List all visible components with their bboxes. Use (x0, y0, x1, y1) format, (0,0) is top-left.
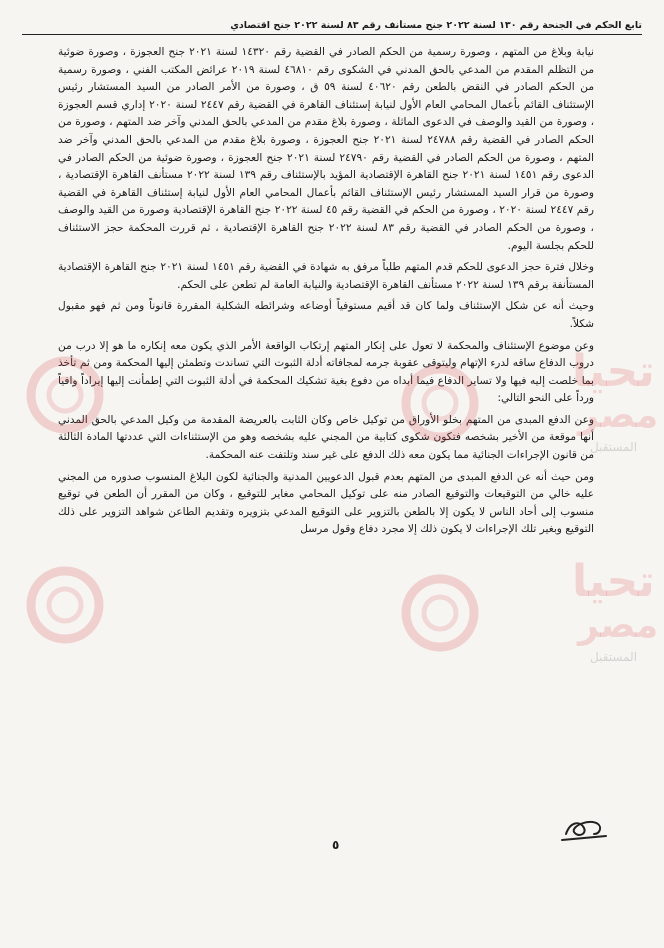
page-header: تابع الحكم في الجنحة رقم ١٣٠ لسنة ٢٠٢٢ جنح مستأنف رقم ٨٣ لسنة ٢٠٢٢ جنح اقتصادي (22, 20, 642, 35)
watermark-subtitle: مصر (578, 395, 659, 436)
watermark-caption: المستقبل (590, 650, 638, 664)
watermark-emblem-icon (395, 568, 505, 658)
paragraph: نيابة وبلاغ من المتهم ، وصورة رسمية من الحكم الصادر في القضية رقم ١٤٣٢٠ لسنة ٢٠٢١ جنح العجوزة ، وصورة ضوئية من التظلم المقدم من المدعي بالحق المدني في الشكوى رقم ٤٦٨١٠ لسنة ٢٠١٩ عرائض المكتب الفني ، وصورة رسمية من الحكم الصادر في النقض بالطعن رقم ٤٠٦٢٠ لسنة ٥٩ ق ، وصورة من الأمر الصادر من السيد المستشار رئيس الإستئناف القائم بأعمال المحامي العام الأول لنيابة إستئناف القاهرة في القضية رقم ٢٤٤٧ لسنة ٢٠٢٠ إداري قسم العجوزة ، وصورة من القيد والوصف في الدعوى الماثلة ، وصورة بلاغ مقدم من المدعي بالحق المدني وآخر ضد المتهم ، وصورة من الحكم الصادر في القضية رقم ٢٤٧٨٨ لسنة ٢٠٢١ جنح العجوزة ، وصورة بلاغ مقدم من المدعي بالحق المدني وآخر ضد المتهم ، وصورة من الحكم الصادر في القضية رقم ٢٤٧٩٠ لسنة ٢٠٢١ جنح العجوزة ، وصورة ضوئية من الحكم الصادر في الدعوى رقم ١٤٥١ لسنة ٢٠٢١ جنح القاهرة الإقتصادية المؤيد بالإستئناف رقم ١٣٩ لسنة ٢٠٢٢ مستأنف القاهرة الإقتصادية ، وصورة من قرار السيد المستشار رئيس الإستئناف القائم بأعمال المحامي العام الأول لنيابة إستئناف القاهرة في القضية رقم ٢٤٤٧ لسنة ٢٠٢٠ ، وصورة من الحكم في القضية رقم ٤٥ لسنة ٢٠٢٢ جنح القاهرة الإقتصادية وصورة من القيد والوصف ، وصورة من الحكم الصادر في القضية رقم ٨٣ لسنة ٢٠٢٢ جنح القاهرة الإقتصادية ، ثم قررت المحكمة حجز الاستئناف للحكم بجلسة اليوم. (58, 46, 594, 252)
paragraph: وخلال فترة حجز الدعوى للحكم قدم المتهم طلباً مرفق به شهادة في القضية رقم ١٤٥١ لسنة ٢٠٢١ جنح القاهرة الإقتصادية المستأنفة برقم ١٣٩ لسنة ٢٠٢٢ مستأنف القاهرة الإقتصادية والنيابة العامة لم تطعن على الحكم. (58, 261, 595, 291)
watermark-title: تحيا (572, 556, 655, 607)
paragraph: وحيث أنه عن شكل الإستئناف ولما كان قد أقيم مستوفياً أوضاعه وشرائطه الشكلية المقررة قانوناً ومن ثم فهو مقبول شكلاً. (58, 300, 594, 330)
paragraph: وعن موضوع الإستئناف والمحكمة لا تعول على إنكار المتهم إرتكاب الواقعة الأمر الذي يكون معه إنكاره ما هو إلا درب من دروب الدفاع ساقه لدرء الإتهام وليتوقى عقوبة جرمه لمجافاته أدلة الثبوت التي تساندت وتطمئن إليها المحكمة ومن ثم تأخذ بما خلصت إليه فيها ولا تساير الدفاع فيما أبداه من دفوع بغية تشكيك المحكمة في أدلة الثبوت التي إطمأنت إليها إيراداً وافياً ورداً على النحو التالي: (58, 339, 594, 405)
paragraph: ومن حيث أنه عن الدفع المبدى من المتهم بعدم قبول الدعويين المدنية والجنائية لكون البلاغ المنسوب صدوره من المجني عليه خالي من التوقيعات والتوقيع الصادر منه على توكيل المحامي مغاير للتوقيع ، وكان من المقرر أن الطعن في توقيع منسوب إلى أحاد الناس لا يكون إلا بالطعن بالتزوير على التوقيع المدعي بتزويره وتقديم الطاعن شواهد التزوير على ذلك التوقيع وبغير تلك الإجراءات لا يكون ذلك إلا مجرد دفاع وقول مرسل (58, 470, 594, 536)
watermark-subtitle: مصر (578, 605, 659, 646)
watermark-emblem-icon (20, 560, 130, 650)
watermark-caption: المستقبل (590, 440, 638, 454)
paragraph: وعن الدفع المبدى من المتهم بخلو الأوراق من توكيل خاص وكان الثابت بالعريضة المقدمة من وكيل المدعي بالحق المدني أنها موقعة من الأخير بشخصه فتكون شكوى كتابية من المجني عليه بشخصه وهو من الإستثناءات التي عددتها المادة الثالثة من قانون الإجراءات الجنائية مما يكون معه ذلك الدفع على غير سند وتلتفت عنه المحكمة. (58, 413, 594, 462)
document-body (58, 44, 594, 541)
page-number: ٥ (332, 838, 340, 852)
signature-icon (560, 812, 610, 846)
watermark-title: تحيا (572, 346, 655, 397)
